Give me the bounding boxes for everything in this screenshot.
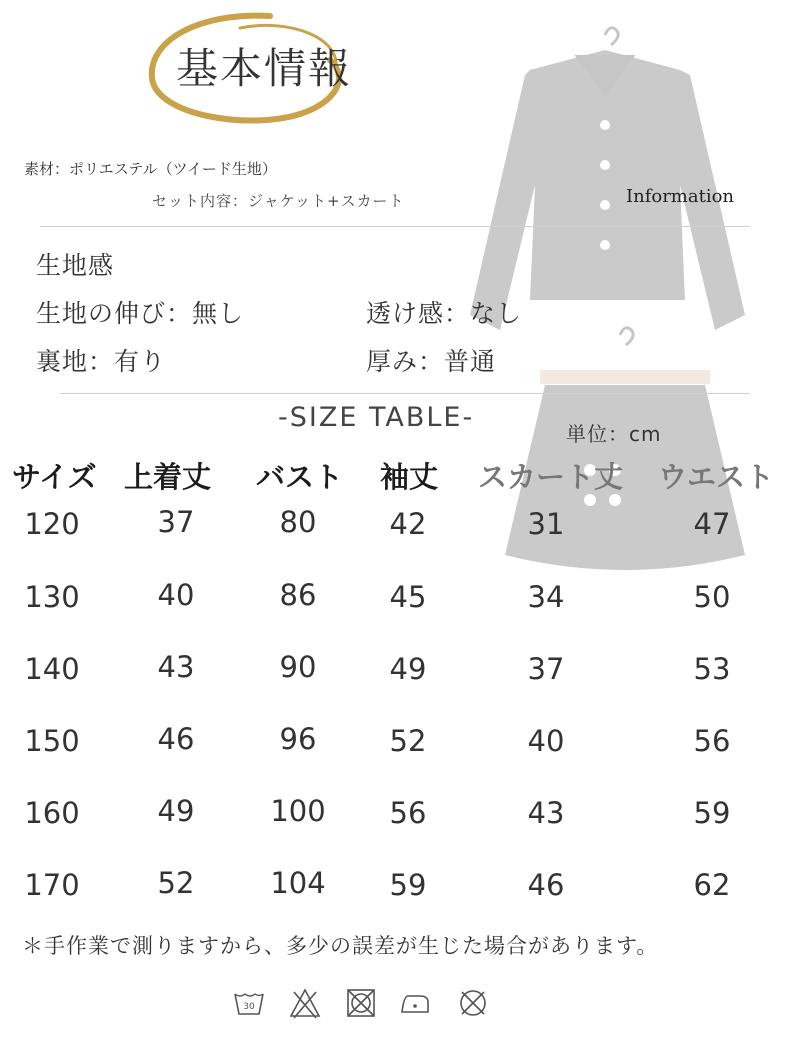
table-cell: 49 [157, 794, 195, 828]
table-cell: 59 [693, 796, 731, 830]
table-cell: 40 [157, 578, 195, 612]
table-cell: 120 [24, 507, 80, 541]
table-cell: 37 [157, 505, 195, 539]
table-cell: 52 [389, 724, 427, 758]
measurement-note: ＊手作業で測りますから、多少の誤差が生じた場合があります。 [22, 934, 659, 958]
page-title: 基本情報 [176, 44, 353, 93]
column-header-skirt-length: スカート丈 [478, 460, 624, 494]
column-header-sleeve: 袖丈 [380, 460, 439, 494]
fabric-lining: 裏地：有り [36, 347, 167, 376]
table-cell: 31 [527, 507, 565, 541]
table-cell: 104 [270, 866, 326, 900]
table-cell: 62 [693, 868, 731, 902]
table-cell: 50 [693, 580, 731, 614]
table-cell: 52 [157, 866, 195, 900]
table-cell: 160 [24, 796, 80, 830]
table-cell: 130 [24, 580, 80, 614]
column-header-bust: バスト [256, 460, 344, 494]
table-cell: 42 [389, 507, 427, 541]
wash-temp-label: 30 [243, 1002, 255, 1012]
table-cell: 37 [527, 652, 565, 686]
table-cell: 80 [279, 505, 317, 539]
table-cell: 140 [24, 652, 80, 686]
table-cell: 46 [527, 868, 565, 902]
no-bleach-icon [288, 986, 322, 1020]
table-cell: 170 [24, 868, 80, 902]
fabric-thickness: 厚み：普通 [366, 347, 497, 376]
table-cell: 45 [389, 580, 427, 614]
information-label: Information [626, 186, 735, 207]
divider-top [40, 226, 750, 227]
column-header-size: サイズ [12, 460, 97, 494]
table-cell: 56 [389, 796, 427, 830]
fabric-sheer: 透け感：なし [366, 299, 523, 328]
table-cell: 49 [389, 652, 427, 686]
table-cell: 53 [693, 652, 731, 686]
size-table-title: -SIZE TABLE- [278, 402, 475, 433]
table-cell: 86 [279, 578, 317, 612]
table-cell: 56 [693, 724, 731, 758]
wash-30-icon [232, 986, 266, 1020]
table-cell: 150 [24, 724, 80, 758]
no-dry-clean-icon [456, 986, 490, 1020]
table-cell: 100 [270, 794, 326, 828]
table-cell: 40 [527, 724, 565, 758]
column-header-waist: ウエスト [658, 460, 775, 494]
table-cell: 96 [279, 722, 317, 756]
divider-middle [60, 393, 750, 394]
no-tumble-dry-icon [344, 986, 378, 1020]
unit-label: 単位：cm [566, 422, 662, 446]
fabric-heading: 生地感 [36, 251, 115, 280]
column-header-jacket-length: 上着丈 [124, 460, 212, 494]
material-text: 素材：ポリエステル（ツイード生地） [24, 160, 277, 178]
fabric-stretch: 生地の伸び：無し [36, 299, 245, 328]
table-cell: 90 [279, 650, 317, 684]
table-cell: 59 [389, 868, 427, 902]
table-cell: 46 [157, 722, 195, 756]
table-cell: 43 [157, 650, 195, 684]
table-cell: 47 [693, 507, 731, 541]
set-content-text: セット内容：ジャケット+スカート [152, 192, 405, 210]
iron-low-icon [398, 986, 432, 1020]
table-cell: 34 [527, 580, 565, 614]
table-cell: 43 [527, 796, 565, 830]
